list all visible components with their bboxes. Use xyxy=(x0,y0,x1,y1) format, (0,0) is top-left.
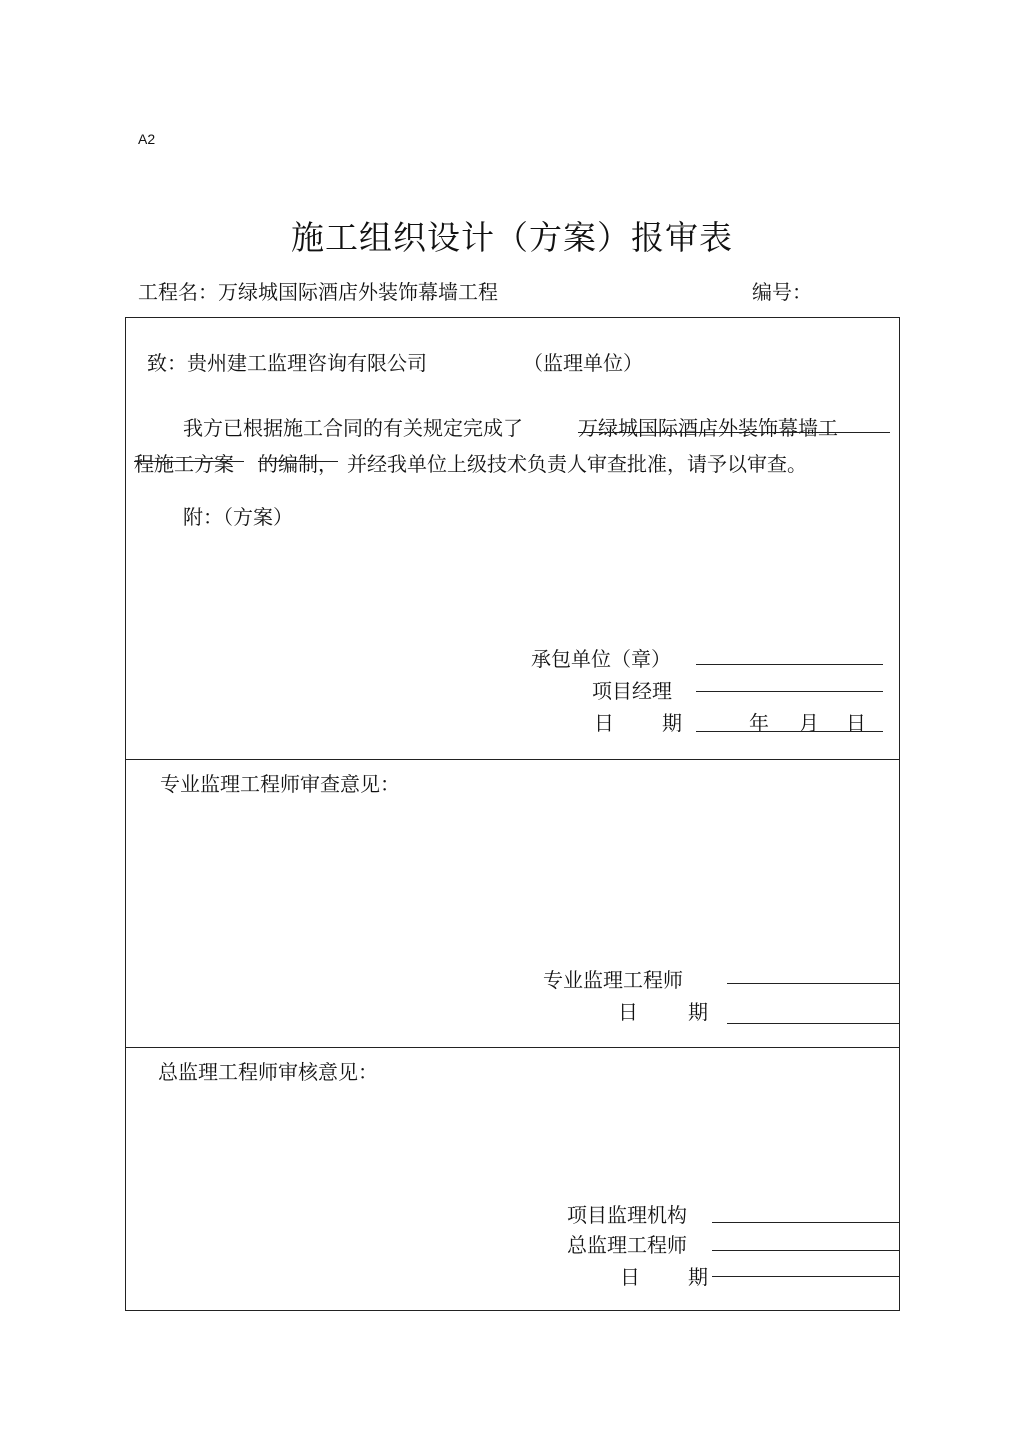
date-underline-2 xyxy=(727,1023,899,1024)
chief-review-heading: 总监理工程师审核意见： xyxy=(158,1060,378,1084)
month-label: 月 xyxy=(799,711,819,735)
contractor-label: 承包单位（章） xyxy=(531,647,671,671)
recipient-text: 致：贵州建工监理咨询有限公司 xyxy=(147,351,427,375)
body-text-project: 万绿城国际酒店外装饰幕墙工 xyxy=(578,416,838,440)
contractor-signature-line xyxy=(696,664,883,665)
supervision-agency-label: 项目监理机构 xyxy=(567,1203,687,1227)
date-label-3-b: 期 xyxy=(688,1265,708,1289)
project-name-label: 工程名：万绿城国际酒店外装饰幕墙工程 xyxy=(138,280,498,304)
recipient-unit-note: （监理单位） xyxy=(523,351,643,375)
project-manager-signature-line xyxy=(696,691,883,692)
date-label-2-a: 日 xyxy=(618,1000,638,1024)
date-label-1-b: 期 xyxy=(662,711,682,735)
chief-engineer-signature-line xyxy=(712,1250,899,1251)
year-label: 年 xyxy=(749,711,769,735)
attachment-label: 附：（方案） xyxy=(183,505,293,529)
form-code: A2 xyxy=(138,131,156,147)
strike-line-1 xyxy=(134,461,244,462)
date-underline-1 xyxy=(696,731,883,732)
body-text-line1a: 我方已根据施工合同的有关规定完成了 xyxy=(183,416,523,440)
date-underline-3 xyxy=(712,1276,899,1277)
agency-signature-line xyxy=(712,1222,899,1223)
project-manager-label: 项目经理 xyxy=(592,679,672,703)
engineer-review-heading: 专业监理工程师审查意见： xyxy=(160,772,400,796)
page-title: 施工组织设计（方案）报审表 xyxy=(291,218,733,257)
strike-line-2 xyxy=(258,461,338,462)
section-divider-2 xyxy=(125,1047,900,1048)
engineer-signature-line xyxy=(727,983,899,984)
body-text-line2c: 并经我单位上级技术负责人审查批准，请予以审查。 xyxy=(347,452,807,476)
engineer-label: 专业监理工程师 xyxy=(543,968,683,992)
body-text-line2b: 的编制， xyxy=(258,452,338,476)
chief-engineer-label: 总监理工程师 xyxy=(567,1233,687,1257)
section-divider-1 xyxy=(125,759,900,760)
form-number-label: 编号： xyxy=(752,280,812,304)
date-label-3-a: 日 xyxy=(620,1265,640,1289)
day-label: 日 xyxy=(846,711,866,735)
project-underline xyxy=(578,432,890,433)
date-label-1-a: 日 xyxy=(594,711,614,735)
body-text-line2a: 程施工方案 xyxy=(134,452,234,476)
date-label-2-b: 期 xyxy=(688,1000,708,1024)
